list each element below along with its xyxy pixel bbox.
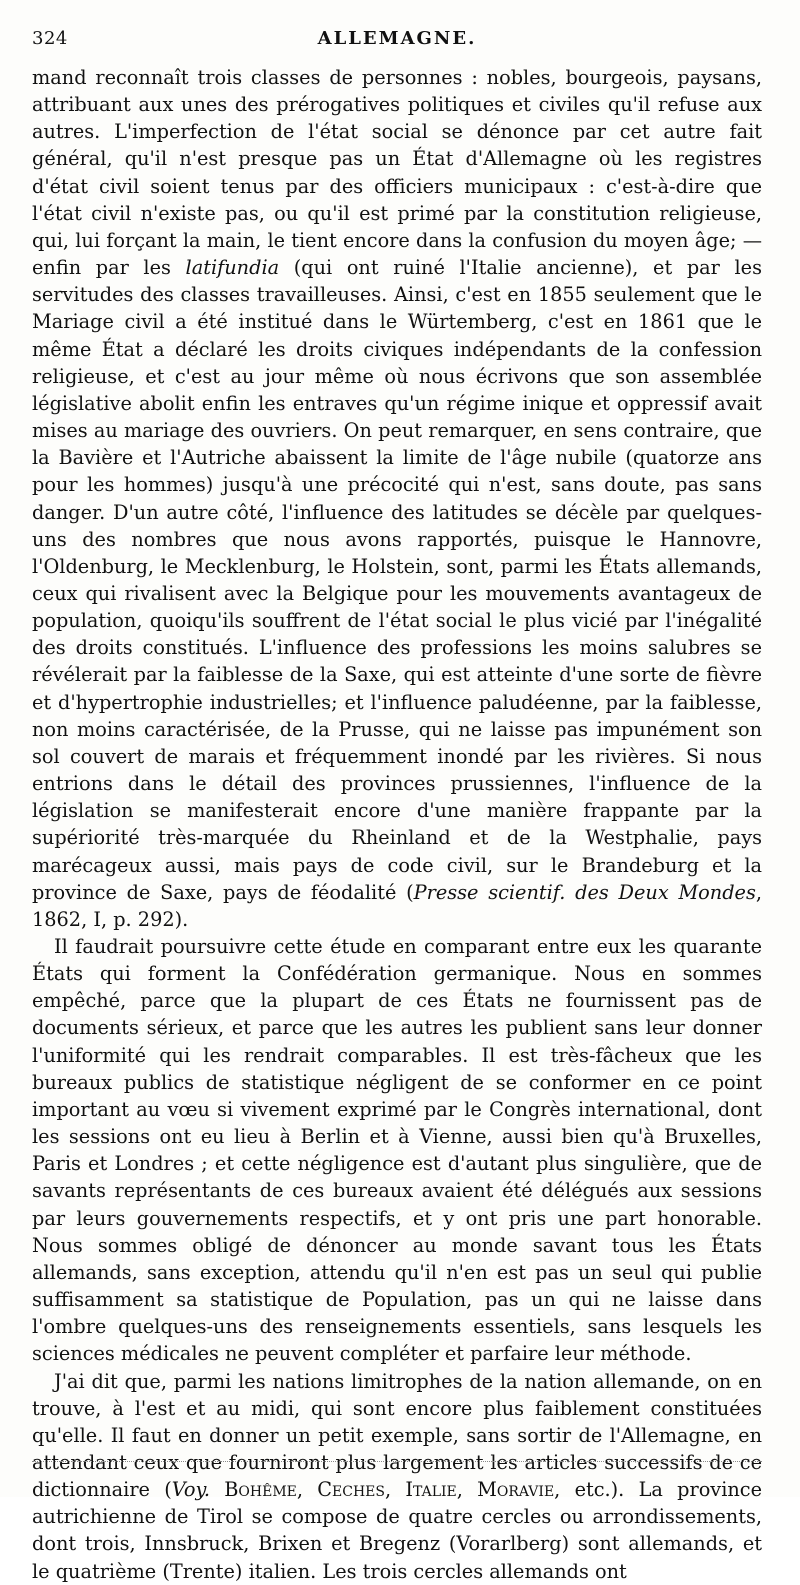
italic-voy: Voy.	[171, 1478, 210, 1502]
text-run	[210, 1478, 224, 1501]
italic-citation-title: Presse scientif. des Deux Mondes	[413, 880, 756, 904]
text-run: (qui ont ruiné l'Italie ancienne), et par les servitudes des classes travailleuses. Ainsi, c'est en 1855 seulement que le Mariage civil a été institué dans le Würtemberg, c'est en 1861 que le même État a déclaré les droits civiques indépendants de la confession religieuse, et c'est au jour même où nous écrivons que son assemblée législative abolit enfin les entraves qu'un régime inique et oppressif avait mises au mariage des ouvriers. On peut remarquer, en sens contraire, que la Bavière et l'Autriche abaissent la limite de l'âge nubile (quatorze ans pour les hommes) jusqu'à une précocité qui n'est, sans doute, pas sans danger. D'un autre côté, l'influence des latitudes se décèle par quelques-uns des nombres que nous avons rapportés, puisque le Hannovre, l'Oldenburg, le Mecklenburg, le Holstein, sont, parmi les États allemands, ceux qui rivalisent avec la Belgique pour les mouvements avantageux de population, quoiqu'ils souffrent de l'état social le plus vicié par l'inégalité des droits constitués. L'influence des professions les moins salubres se révélerait par la faiblesse de la Saxe, qui est atteinte d'une sorte de fièvre et d'hypertrophie industrielles; et l'influence paludéenne, par la faiblesse, non moins caractérisée, de la Prusse, qui ne laisse pas impunément son sol couvert de marais et fréquemment inondé par les rivières. Si nous entrions dans le détail des provinces prussiennes, l'influence de la législation se manifesterait encore d'une manière frappante par la supériorité très-marquée du Rheinland et de la Westphalie, pays marécageux aussi, mais pays de code civil, sur le Brandeburg et la province de Saxe, pays de féodalité (	[32, 256, 762, 904]
text-run: , etc.). La province autrichienne de Tirol se compose de quatre cercles ou arrondissements, dont trois, Innsbruck, Brixen et Bregenz (Vorarlberg) sont allemands, et le quatrième (Trente) italien. Les trois cercles allemands ont	[32, 1478, 762, 1583]
running-header	[32, 28, 762, 56]
italic-term-latifundia: latifundia	[185, 256, 280, 280]
text-run: , 1862, I, p. 292).	[32, 880, 762, 931]
running-title: ALLEMAGNE.	[317, 28, 477, 49]
paragraph-1	[32, 64, 762, 933]
paragraph-3	[32, 1368, 762, 1585]
body-text	[32, 64, 762, 1585]
text-run: J'ai dit que, parmi les nations limitrophes de la nation allemande, on en trouve, à l'est et au midi, qui sont encore plus faiblement constituées qu'elle. Il faut en donner un petit exemple, sans sortir de l'Allemagne, en attendant ceux que fourniront plus largement les articles successifs de ce dictionnaire (	[32, 1369, 762, 1502]
text-run: Il faudrait poursuivre cette étude en comparant entre eux les quarante États qui forment la Confédération germanique. Nous en sommes empêché, parce que la plupart de ces États ne fournissent pas de documents sérieux, et parce que les autres les publient sans leur donner l'uniformité qui les rendrait comparables. Il est très-fâcheux que les bureaux publics de statistique négligent de se conformer en ce point important au vœu si vivement exprimé par le Congrès international, dont les sessions ont eu lieu à Berlin et à Vienne, aussi bien qu'à Bruxelles, Paris et Londres ; et cette négligence est d'autant plus singulière, que de savants représentants de ces bureaux avaient été délégués aux sessions par leurs gouvernements respectifs, et y ont pris une part honorable. Nous sommes obligé de dénoncer au monde savant tous les États allemands, sans exception, attendu qu'il n'en est pas un seul qui publie suffisamment sa statistique de Population, pas un qui ne laisse dans l'ombre quelques-uns des renseignements essentiels, sans lesquels les sciences médicales ne peuvent compléter et parfaire leur méthode.	[32, 935, 762, 1366]
paragraph-2	[32, 933, 762, 1368]
footer-dotted-rule	[32, 1461, 762, 1462]
small-caps-cross-references: Bohême, Ceches, Italie, Moravie	[224, 1478, 555, 1502]
page-number: 324	[32, 28, 68, 49]
text-run: mand reconnaît trois classes de personnes : nobles, bourgeois, paysans, attribuant aux unes des prérogatives politiques et civiles qu'il refuse aux autres. L'imperfection de l'état social se dénonce par cet autre fait général, qu'il n'est presque pas un État d'Allemagne où les registres d'état civil soient tenus par des officiers municipaux : c'est-à-dire que l'état civil n'existe pas, ou qu'il est primé par la constitution religieuse, qui, lui forçant la main, le tient encore dans la confusion du moyen âge; — enfin par les	[32, 66, 762, 280]
